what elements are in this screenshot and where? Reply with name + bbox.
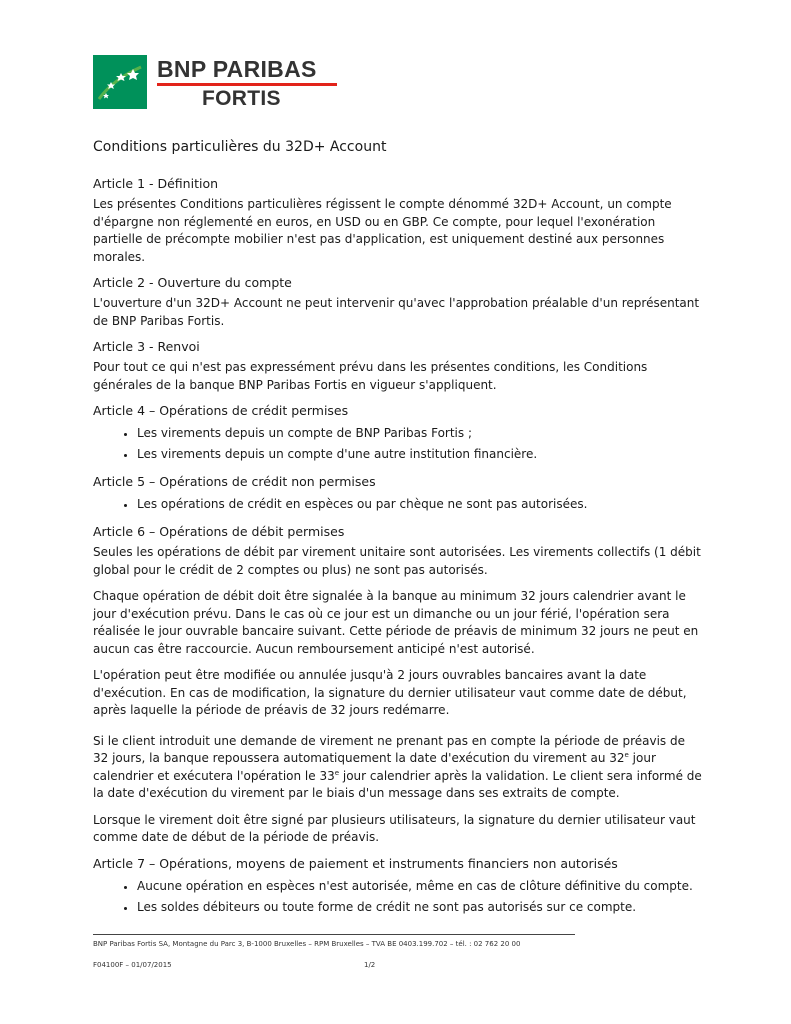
article-5-list xyxy=(93,494,703,515)
list-item: • Les virements depuis un compte d'une autre institution financière. xyxy=(137,444,703,465)
footer-divider xyxy=(93,934,575,935)
footer-page-number: 1/2 xyxy=(364,961,376,969)
article-2-paragraph: L'ouverture d'un 32D+ Account ne peut intervenir qu'avec l'approbation préalable d'un représentant de BNP Paribas Fortis. xyxy=(93,296,700,328)
article-6-title: Article 6 – Opérations de débit permises xyxy=(93,524,345,539)
paragraph-segment: jour calendrier et exécutera l'opération le 33 xyxy=(93,751,656,783)
article-4-list xyxy=(93,423,703,465)
article-2-title: Article 2 - Ouverture du compte xyxy=(93,275,292,290)
paragraph-segment: Si le client introduit une demande de virement ne prenant pas en compte la période de préavis de 32 jours, la banque repoussera automatiquement la date d'exécution du virement au 32 xyxy=(93,733,685,765)
document-title: Conditions particulières du 32D+ Account xyxy=(93,139,387,155)
article-6-paragraph-3: L'opération peut être modifiée ou annulée jusqu'à 2 jours ouvrables bancaires avant la date d'exécution. En cas de modification, la signature du dernier utilisateur vaut comme date de début, après laquelle la période de préavis de 32 jours redémarre. xyxy=(93,668,687,717)
brand-name-bottom: FORTIS xyxy=(202,87,281,110)
brand-name-top: BNP PARIBAS xyxy=(157,56,317,82)
article-3-title: Article 3 - Renvoi xyxy=(93,339,200,354)
superscript: e xyxy=(624,751,629,759)
article-6-paragraph-2: Chaque opération de débit doit être signalée à la banque au minimum 32 jours calendrier avant le jour d'exécution prévu. Dans le cas où ce jour est un dimanche ou un jour férié, l'opération sera réalisée le jour ouvrable bancaire suivant. Cette période de préavis de minimum 32 jours ne peut en aucun cas être raccourcie. Aucun remboursement anticipé n'est autorisé. xyxy=(93,589,699,656)
superscript: e xyxy=(334,768,340,777)
article-6-paragraph-4 xyxy=(93,733,703,803)
stars-logo-icon xyxy=(93,55,147,109)
article-6-paragraph-1: Seules les opérations de débit par virement unitaire sont autorisées. Les virements collectifs (1 débit global pour le crédit de 2 comptes ou plus) ne sont pas autorisés. xyxy=(93,545,701,577)
article-1-title: Article 1 - Définition xyxy=(93,176,219,191)
bnp-paribas-fortis-logo xyxy=(93,55,343,110)
article-5-title: Article 5 – Opérations de crédit non permises xyxy=(93,474,376,489)
article-4-title: Article 4 – Opérations de crédit permises xyxy=(93,403,349,418)
paragraph-segment: jour calendrier après la validation. Le client sera informé de la date d'exécution du virement par le biais d'un message dans ses extraits de compte. xyxy=(93,768,702,800)
footer-address: BNP Paribas Fortis SA, Montagne du Parc 3, B-1000 Bruxelles – RPM Bruxelles – TVA BE 0403.199.702 – tél. : 02 762 20 00 xyxy=(93,940,521,948)
list-item: • Les opérations de crédit en espèces ou par chèque ne sont pas autorisées. xyxy=(137,494,703,515)
brand-red-rule xyxy=(157,83,337,86)
list-item: • Aucune opération en espèces n'est autorisée, même en cas de clôture définitive du compte. xyxy=(137,876,703,897)
document-body xyxy=(93,139,703,927)
list-item: • Les soldes débiteurs ou toute forme de crédit ne sont pas autorisés sur ce compte. xyxy=(137,897,703,918)
article-3-paragraph: Pour tout ce qui n'est pas expressément prévu dans les présentes conditions, les Conditions générales de la banque BNP Paribas Fortis en vigueur s'appliquent. xyxy=(93,360,648,392)
article-7-title: Article 7 – Opérations, moyens de paiement et instruments financiers non autorisés xyxy=(93,855,618,871)
article-6-paragraph-5: Lorsque le virement doit être signé par plusieurs utilisateurs, la signature du dernier utilisateur vaut comme date de début de la période de préavis. xyxy=(93,812,696,844)
brand-wordmark xyxy=(157,57,337,110)
list-item: • Les virements depuis un compte de BNP Paribas Fortis ; xyxy=(137,423,703,444)
footer-document-code: F04100F – 01/07/2015 xyxy=(93,961,172,969)
article-1-paragraph: Les présentes Conditions particulières régissent le compte dénommé 32D+ Account, un compte d'épargne non réglementé en euros, en USD ou en GBP. Ce compte, pour lequel l'exonération partielle de précompte mobilier n'est pas d'application, est uniquement destiné aux personnes morales. xyxy=(93,197,672,264)
article-7-list xyxy=(93,876,703,918)
